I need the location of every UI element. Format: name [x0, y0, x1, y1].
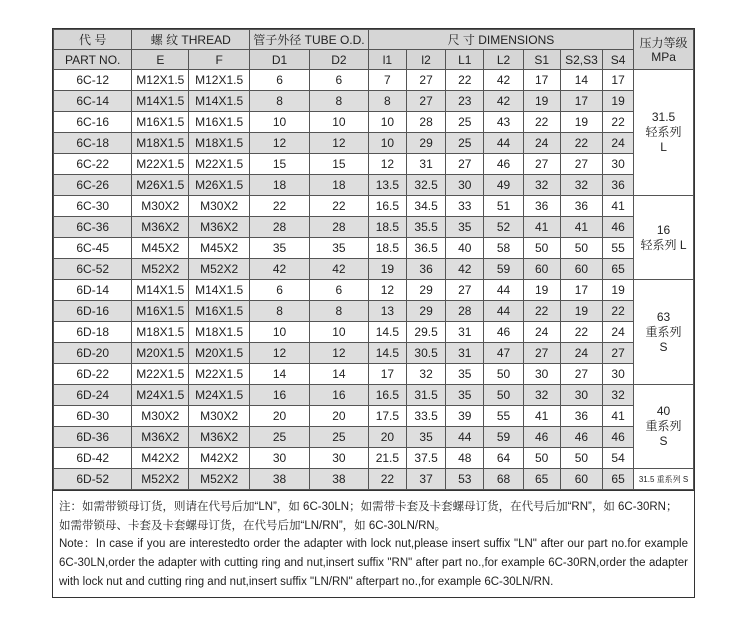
table-row [54, 322, 694, 343]
l2-small-cell: 37 [406, 469, 445, 490]
order-note [53, 490, 694, 597]
part-no-cell: 6C-22 [54, 154, 132, 175]
part-no-cell: 6C-30 [54, 196, 132, 217]
thread-header: 螺 纹 THREAD [132, 30, 250, 50]
d1-cell: 28 [250, 217, 310, 238]
thread-f-cell: M36X2 [189, 217, 250, 238]
L2-header: L2 [484, 50, 523, 70]
l1-small-header: l1 [368, 50, 406, 70]
s4-cell: 24 [603, 133, 634, 154]
thread-f-cell: M52X2 [189, 469, 250, 490]
l2-small-cell: 29 [406, 301, 445, 322]
d2-cell: 14 [309, 364, 368, 385]
d1-cell: 10 [250, 112, 310, 133]
thread-e-cell: M30X2 [132, 196, 189, 217]
part-no-cell: 6C-52 [54, 259, 132, 280]
s4-cell: 30 [603, 154, 634, 175]
thread-f-cell: M52X2 [189, 259, 250, 280]
s4-cell: 27 [603, 343, 634, 364]
L2-cell: 46 [484, 154, 523, 175]
l2-small-cell: 37.5 [406, 448, 445, 469]
d1-cell: 8 [250, 301, 310, 322]
tube-od-header: 管子外径 TUBE O.D. [250, 30, 369, 50]
s1-cell: 32 [523, 385, 560, 406]
pressure-group-5: 31.5 重系列 S [634, 469, 694, 490]
s2-s3-cell: 36 [560, 196, 602, 217]
d2-cell: 38 [309, 469, 368, 490]
L2-cell: 47 [484, 343, 523, 364]
thread-e-cell: M22X1.5 [132, 364, 189, 385]
d2-cell: 30 [309, 448, 368, 469]
table-row [54, 196, 694, 217]
part-no-cell: 6D-20 [54, 343, 132, 364]
thread-f-cell: M36X2 [189, 427, 250, 448]
d1-cell: 22 [250, 196, 310, 217]
l1-small-cell: 17.5 [368, 406, 406, 427]
thread-e-cell: M52X2 [132, 469, 189, 490]
L1-cell: 44 [446, 427, 484, 448]
l1-small-cell: 19 [368, 259, 406, 280]
part-no-cell: 6C-18 [54, 133, 132, 154]
s4-cell: 19 [603, 280, 634, 301]
part-no-cell: 6D-52 [54, 469, 132, 490]
table-row [54, 364, 694, 385]
thread-f-cell: M42X2 [189, 448, 250, 469]
pressure-group-1: 31.5 轻系列 L [634, 70, 694, 196]
L1-cell: 27 [446, 154, 484, 175]
s2-s3-cell: 27 [560, 364, 602, 385]
l1-small-cell: 21.5 [368, 448, 406, 469]
thread-e-cell: M22X1.5 [132, 154, 189, 175]
l1-small-cell: 20 [368, 427, 406, 448]
d1-cell: 20 [250, 406, 310, 427]
s4-cell: 19 [603, 91, 634, 112]
s1-cell: 60 [523, 259, 560, 280]
table-row [54, 301, 694, 322]
l2-small-cell: 33.5 [406, 406, 445, 427]
thread-f-cell: M16X1.5 [189, 112, 250, 133]
s1-cell: 24 [523, 322, 560, 343]
thread-f-cell: M14X1.5 [189, 280, 250, 301]
part-no-cell: 6D-42 [54, 448, 132, 469]
thread-f-cell: M12X1.5 [189, 70, 250, 91]
s2-s3-cell: 24 [560, 343, 602, 364]
s1-cell: 50 [523, 238, 560, 259]
thread-e-cell: M16X1.5 [132, 301, 189, 322]
pressure-group-3: 63 重系列 S [634, 280, 694, 385]
thread-f-cell: M22X1.5 [189, 364, 250, 385]
d2-cell: 10 [309, 322, 368, 343]
part-no-cell: 6C-36 [54, 217, 132, 238]
part-no-cell: 6C-45 [54, 238, 132, 259]
s4-cell: 41 [603, 406, 634, 427]
table-row [54, 406, 694, 427]
s2-s3-cell: 32 [560, 175, 602, 196]
d2-cell: 6 [309, 280, 368, 301]
thread-e-cell: M26X1.5 [132, 175, 189, 196]
L2-cell: 43 [484, 112, 523, 133]
thread-f-cell: M18X1.5 [189, 322, 250, 343]
thread-f-header: F [189, 50, 250, 70]
L2-cell: 42 [484, 91, 523, 112]
part-no-cell: 6C-14 [54, 91, 132, 112]
l2-small-cell: 31 [406, 154, 445, 175]
L2-cell: 64 [484, 448, 523, 469]
thread-e-cell: M20X1.5 [132, 343, 189, 364]
s4-cell: 24 [603, 322, 634, 343]
l2-small-cell: 29 [406, 280, 445, 301]
l1-small-cell: 16.5 [368, 385, 406, 406]
s2-s3-cell: 50 [560, 448, 602, 469]
l2-small-cell: 36 [406, 259, 445, 280]
s4-cell: 30 [603, 364, 634, 385]
s2-s3-cell: 22 [560, 133, 602, 154]
table-row [54, 259, 694, 280]
l2-small-cell: 35 [406, 427, 445, 448]
d1-header: D1 [250, 50, 310, 70]
table-row [54, 112, 694, 133]
d1-cell: 6 [250, 70, 310, 91]
l1-small-cell: 14.5 [368, 322, 406, 343]
thread-e-cell: M42X2 [132, 448, 189, 469]
thread-e-header: E [132, 50, 189, 70]
s1-cell: 24 [523, 133, 560, 154]
l2-small-cell: 30.5 [406, 343, 445, 364]
s4-header: S4 [603, 50, 634, 70]
L2-cell: 59 [484, 427, 523, 448]
thread-e-cell: M52X2 [132, 259, 189, 280]
d2-cell: 22 [309, 196, 368, 217]
L1-cell: 53 [446, 469, 484, 490]
table-row [54, 448, 694, 469]
l2-small-cell: 28 [406, 112, 445, 133]
s4-cell: 46 [603, 217, 634, 238]
d2-cell: 28 [309, 217, 368, 238]
s1-cell: 41 [523, 406, 560, 427]
part-no-cell: 6D-22 [54, 364, 132, 385]
thread-f-cell: M20X1.5 [189, 343, 250, 364]
d2-cell: 25 [309, 427, 368, 448]
l1-small-cell: 10 [368, 133, 406, 154]
s1-cell: 41 [523, 217, 560, 238]
L1-cell: 31 [446, 343, 484, 364]
s1-header: S1 [523, 50, 560, 70]
L2-cell: 42 [484, 70, 523, 91]
table-row [54, 154, 694, 175]
l2-small-cell: 32 [406, 364, 445, 385]
dimensions-header: 尺 寸 DIMENSIONS [368, 30, 633, 50]
s4-cell: 36 [603, 175, 634, 196]
L2-cell: 52 [484, 217, 523, 238]
s4-cell: 41 [603, 196, 634, 217]
s2-s3-cell: 27 [560, 154, 602, 175]
d1-cell: 42 [250, 259, 310, 280]
thread-f-cell: M14X1.5 [189, 91, 250, 112]
thread-e-cell: M14X1.5 [132, 91, 189, 112]
l2-small-cell: 35.5 [406, 217, 445, 238]
thread-f-cell: M26X1.5 [189, 175, 250, 196]
l2-small-cell: 27 [406, 70, 445, 91]
L2-cell: 59 [484, 259, 523, 280]
part-no-cell: 6D-24 [54, 385, 132, 406]
d2-cell: 12 [309, 133, 368, 154]
l1-small-cell: 8 [368, 91, 406, 112]
s4-cell: 17 [603, 70, 634, 91]
l1-small-cell: 12 [368, 154, 406, 175]
d2-cell: 18 [309, 175, 368, 196]
l1-small-cell: 18.5 [368, 238, 406, 259]
note-english: Note：In case if you are interestedto order the adapter with lock nut,please insert suffix "LN" after our part no.for example 6C-30LN,order the adapter with cutting ring and nut,insert suffix "RN" after part no.,for example 6C-30RN,order the adapter with lock nut and cutting ring and nut,insert suffix "LN/RN" afterpart no.,for example 6C-30LN/RN. [59, 538, 688, 588]
L1-cell: 23 [446, 91, 484, 112]
s2-s3-cell: 50 [560, 238, 602, 259]
s2-s3-cell: 30 [560, 385, 602, 406]
s4-cell: 54 [603, 448, 634, 469]
d2-cell: 16 [309, 385, 368, 406]
l2-small-cell: 34.5 [406, 196, 445, 217]
L2-cell: 50 [484, 385, 523, 406]
l1-small-cell: 12 [368, 280, 406, 301]
L2-cell: 68 [484, 469, 523, 490]
part-no-cell: 6C-16 [54, 112, 132, 133]
d1-cell: 10 [250, 322, 310, 343]
s1-cell: 22 [523, 112, 560, 133]
thread-e-cell: M16X1.5 [132, 112, 189, 133]
L2-cell: 44 [484, 133, 523, 154]
l2-small-cell: 31.5 [406, 385, 445, 406]
L1-cell: 31 [446, 322, 484, 343]
s2-s3-cell: 19 [560, 112, 602, 133]
part-no-header: PART NO. [54, 50, 132, 70]
l2-small-cell: 32.5 [406, 175, 445, 196]
part-no-cell: 6C-26 [54, 175, 132, 196]
s2-s3-cell: 17 [560, 280, 602, 301]
s1-cell: 17 [523, 70, 560, 91]
s4-cell: 32 [603, 385, 634, 406]
s2-s3-cell: 17 [560, 91, 602, 112]
thread-f-cell: M18X1.5 [189, 133, 250, 154]
thread-e-cell: M36X2 [132, 427, 189, 448]
s1-cell: 19 [523, 91, 560, 112]
s4-cell: 65 [603, 259, 634, 280]
L1-cell: 22 [446, 70, 484, 91]
table-row [54, 343, 694, 364]
d1-cell: 38 [250, 469, 310, 490]
s2-s3-cell: 14 [560, 70, 602, 91]
pressure-group-2: 16 轻系列 L [634, 196, 694, 280]
table-row [54, 217, 694, 238]
l2-small-cell: 36.5 [406, 238, 445, 259]
L1-cell: 40 [446, 238, 484, 259]
l1-small-cell: 13 [368, 301, 406, 322]
s1-cell: 22 [523, 301, 560, 322]
L1-cell: 28 [446, 301, 484, 322]
L1-cell: 33 [446, 196, 484, 217]
table-row [54, 91, 694, 112]
part-no-cell: 6D-36 [54, 427, 132, 448]
l1-small-cell: 18.5 [368, 217, 406, 238]
d1-cell: 30 [250, 448, 310, 469]
d2-cell: 8 [309, 301, 368, 322]
L2-cell: 46 [484, 322, 523, 343]
l1-small-cell: 22 [368, 469, 406, 490]
thread-f-cell: M24X1.5 [189, 385, 250, 406]
d2-cell: 8 [309, 91, 368, 112]
L1-cell: 30 [446, 175, 484, 196]
d2-cell: 35 [309, 238, 368, 259]
d2-cell: 10 [309, 112, 368, 133]
d1-cell: 16 [250, 385, 310, 406]
s2-s3-cell: 22 [560, 322, 602, 343]
d2-cell: 20 [309, 406, 368, 427]
l1-small-cell: 17 [368, 364, 406, 385]
s4-cell: 46 [603, 427, 634, 448]
L2-cell: 50 [484, 364, 523, 385]
s2-s3-cell: 60 [560, 259, 602, 280]
code-cn-header: 代 号 [54, 30, 132, 50]
thread-f-cell: M16X1.5 [189, 301, 250, 322]
d2-cell: 12 [309, 343, 368, 364]
L2-cell: 58 [484, 238, 523, 259]
s2-s3-header: S2,S3 [560, 50, 602, 70]
part-no-cell: 6D-14 [54, 280, 132, 301]
part-no-cell: 6D-18 [54, 322, 132, 343]
s2-s3-cell: 36 [560, 406, 602, 427]
s4-cell: 55 [603, 238, 634, 259]
d2-cell: 15 [309, 154, 368, 175]
L1-cell: 35 [446, 364, 484, 385]
L1-cell: 35 [446, 217, 484, 238]
d2-cell: 42 [309, 259, 368, 280]
table-row [54, 175, 694, 196]
s1-cell: 27 [523, 343, 560, 364]
pressure-header: 压力等级 MPa [634, 30, 694, 70]
l2-small-cell: 27 [406, 91, 445, 112]
L1-cell: 42 [446, 259, 484, 280]
thread-e-cell: M14X1.5 [132, 280, 189, 301]
l2-small-header: l2 [406, 50, 445, 70]
thread-f-cell: M22X1.5 [189, 154, 250, 175]
L2-cell: 49 [484, 175, 523, 196]
table-row [54, 70, 694, 91]
specification-sheet [52, 28, 695, 598]
l1-small-cell: 7 [368, 70, 406, 91]
s2-s3-cell: 46 [560, 427, 602, 448]
L1-cell: 25 [446, 112, 484, 133]
thread-f-cell: M30X2 [189, 406, 250, 427]
table-row [54, 238, 694, 259]
L2-cell: 51 [484, 196, 523, 217]
part-no-cell: 6D-16 [54, 301, 132, 322]
s2-s3-cell: 19 [560, 301, 602, 322]
L1-cell: 25 [446, 133, 484, 154]
d1-cell: 15 [250, 154, 310, 175]
s1-cell: 27 [523, 154, 560, 175]
thread-f-cell: M45X2 [189, 238, 250, 259]
l1-small-cell: 13.5 [368, 175, 406, 196]
d1-cell: 8 [250, 91, 310, 112]
part-no-cell: 6D-30 [54, 406, 132, 427]
L1-cell: 27 [446, 280, 484, 301]
d1-cell: 18 [250, 175, 310, 196]
l1-small-cell: 10 [368, 112, 406, 133]
s1-cell: 19 [523, 280, 560, 301]
L1-cell: 39 [446, 406, 484, 427]
dimension-table [53, 29, 694, 490]
thread-e-cell: M24X1.5 [132, 385, 189, 406]
d1-cell: 6 [250, 280, 310, 301]
s1-cell: 32 [523, 175, 560, 196]
s1-cell: 36 [523, 196, 560, 217]
header-row-1 [54, 30, 694, 50]
L2-cell: 55 [484, 406, 523, 427]
s4-cell: 22 [603, 112, 634, 133]
s4-cell: 65 [603, 469, 634, 490]
L2-cell: 44 [484, 280, 523, 301]
thread-e-cell: M45X2 [132, 238, 189, 259]
L1-cell: 35 [446, 385, 484, 406]
table-row [54, 427, 694, 448]
d1-cell: 14 [250, 364, 310, 385]
L1-cell: 48 [446, 448, 484, 469]
table-row [54, 280, 694, 301]
L1-header: L1 [446, 50, 484, 70]
part-no-cell: 6C-12 [54, 70, 132, 91]
table-row [54, 133, 694, 154]
l1-small-cell: 16.5 [368, 196, 406, 217]
l2-small-cell: 29.5 [406, 322, 445, 343]
d1-cell: 12 [250, 133, 310, 154]
d1-cell: 35 [250, 238, 310, 259]
pressure-group-4: 40 重系列 S [634, 385, 694, 469]
header-row-2 [54, 50, 694, 70]
d2-cell: 6 [309, 70, 368, 91]
l2-small-cell: 29 [406, 133, 445, 154]
s4-cell: 22 [603, 301, 634, 322]
s1-cell: 46 [523, 427, 560, 448]
s1-cell: 30 [523, 364, 560, 385]
note-chinese: 注：如需带锁母订货，则请在代号后加“LN”，如 6C-30LN；如需带卡套及卡套螺母订货，在代号后加“RN”，如 6C-30RN；如需带锁母、卡套及卡套螺母订货，在代号后加“LN/RN”，如 6C-30LN/RN。 [59, 501, 678, 532]
table-row [54, 469, 694, 490]
thread-e-cell: M30X2 [132, 406, 189, 427]
d1-cell: 12 [250, 343, 310, 364]
thread-e-cell: M18X1.5 [132, 133, 189, 154]
thread-e-cell: M12X1.5 [132, 70, 189, 91]
thread-f-cell: M30X2 [189, 196, 250, 217]
table-row [54, 385, 694, 406]
s2-s3-cell: 60 [560, 469, 602, 490]
d2-header: D2 [309, 50, 368, 70]
s1-cell: 65 [523, 469, 560, 490]
thread-e-cell: M36X2 [132, 217, 189, 238]
L2-cell: 44 [484, 301, 523, 322]
d1-cell: 25 [250, 427, 310, 448]
thread-e-cell: M18X1.5 [132, 322, 189, 343]
s1-cell: 50 [523, 448, 560, 469]
l1-small-cell: 14.5 [368, 343, 406, 364]
s2-s3-cell: 41 [560, 217, 602, 238]
